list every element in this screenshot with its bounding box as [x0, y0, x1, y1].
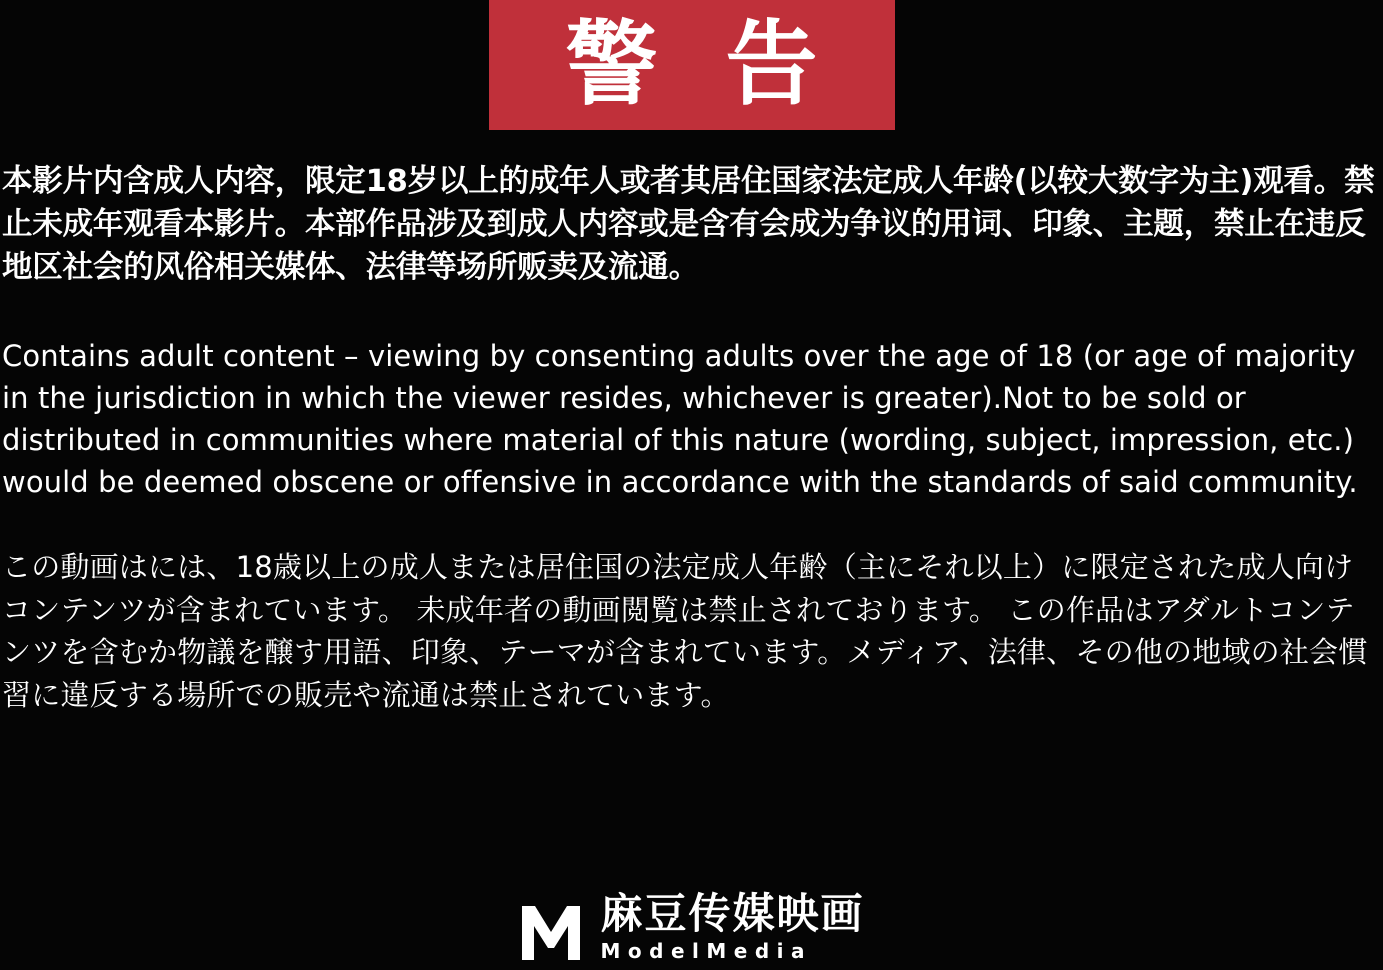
- notice-paragraph-chinese: 本影片内含成人内容，限定18岁以上的成年人或者其居住国家法定成人年龄(以较大数字为主)观看。禁止未成年观看本影片。本部作品涉及到成人内容或是含有会成为争议的用词、印象、主题，禁止在违反地区社会的风俗相关媒体、法律等场所贩卖及流通。: [2, 164, 1375, 285]
- warning-banner: [489, 0, 895, 130]
- notice-paragraph-japanese: この動画はには、18歳以上の成人または居住国の法定成人年齢（主にそれ以上）に限定された成人向けコンテンツが含まれています。 未成年者の動画閲覧は禁止されております。 この作品はアダルトコンテンツを含むか物議を醸す用語、印象、テーマが含まれています。メディア、法律、その他の地域の社会慣習に違反する場所での販売や流通は禁止されています。: [2, 550, 1368, 712]
- logo-group: [518, 889, 865, 964]
- logo-name-cn: 麻豆传媒映画: [600, 889, 865, 938]
- warning-banner-title: 警 告: [565, 11, 836, 118]
- studio-logo: [0, 889, 1383, 964]
- logo-text-group: [600, 889, 865, 964]
- notice-paragraph-english: Contains adult content – viewing by consenting adults over the age of 18 (or age of majority in the jurisdiction in which the viewer resides, whichever is greater).Not to be sold or distributed in communities where material of this nature (wording, subject, impression, etc.) would be deemed obscene or offensive in accordance with the standards of said community.: [2, 339, 1358, 499]
- m-monogram-icon: [518, 902, 584, 964]
- logo-name-en: ModelMedia: [600, 939, 812, 963]
- warning-banner-container: [0, 0, 1383, 130]
- notice-content: [0, 160, 1383, 716]
